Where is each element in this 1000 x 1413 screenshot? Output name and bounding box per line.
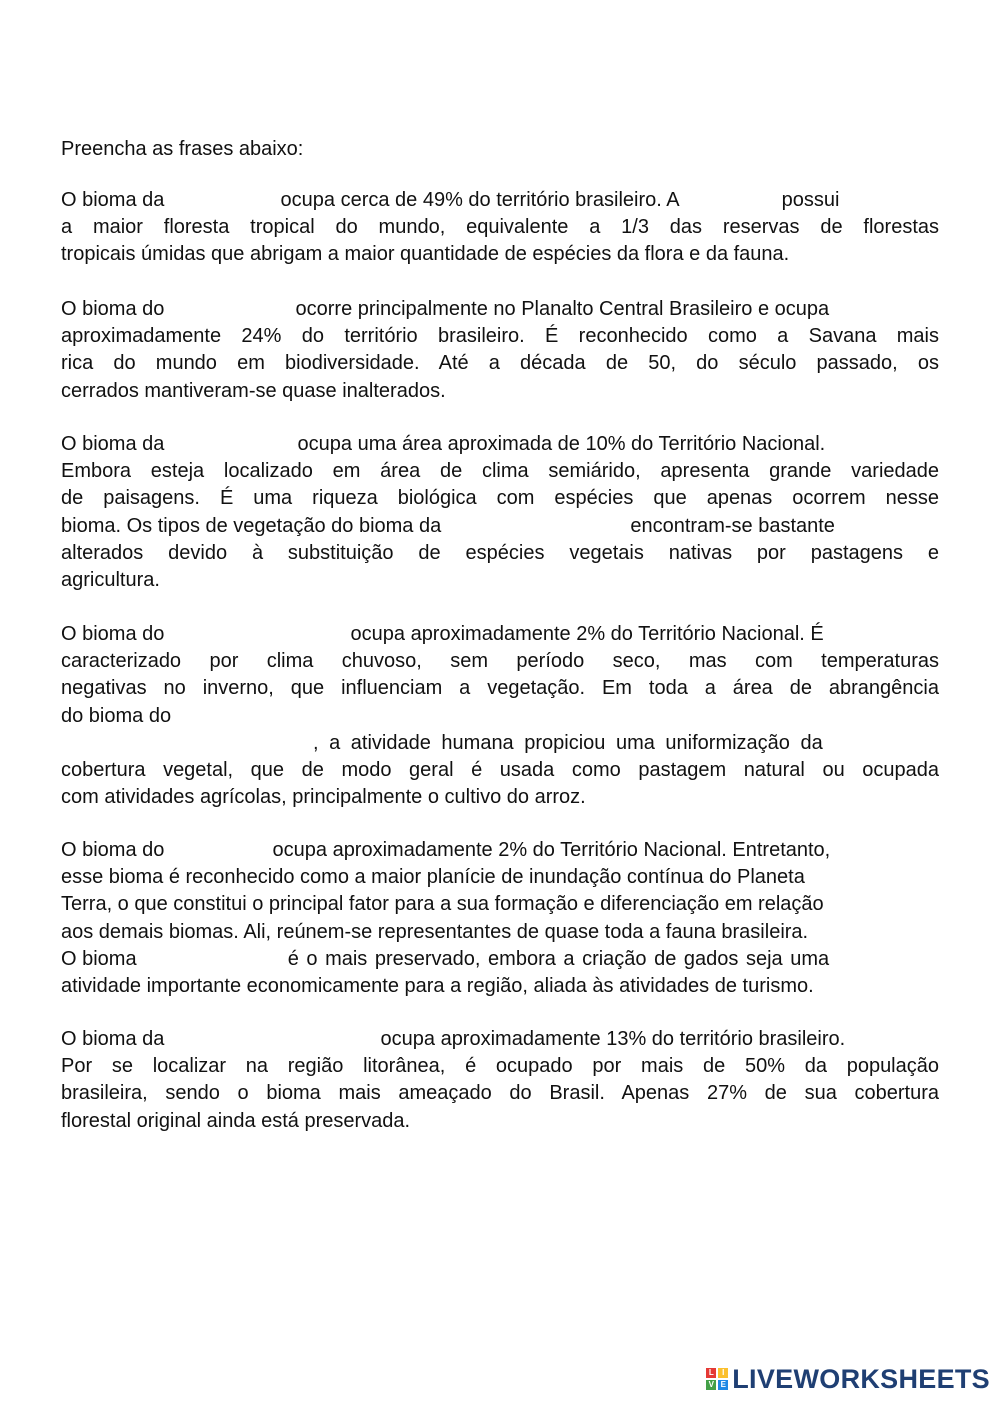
text-segment: encontram-se bastante (630, 514, 835, 537)
text-segment: O bioma do (61, 839, 165, 861)
logo-mark-icon (706, 1368, 728, 1390)
text-segment: ocupa cerca de 49% do território brasileiro. A (280, 189, 679, 211)
text-segment: ocorre principalmente no Planalto Central Brasileiro e ocupa (295, 298, 830, 320)
text-segment: ocupa aproximadamente 2% do Território Nacional. É (350, 623, 824, 645)
text-segment: O bioma do (61, 623, 165, 645)
text-segment: possui (781, 189, 840, 211)
logo-mark-letter: V (706, 1380, 716, 1390)
paragraph-line: florestal original ainda está preservada. (61, 1109, 411, 1132)
paragraph-line (61, 187, 939, 214)
blank-pampa-1[interactable] (170, 627, 345, 651)
paragraph-pantanal (61, 837, 939, 1000)
paragraph-line (61, 1026, 939, 1053)
paragraph-line: a maior floresta tropical do mundo, equivalente a 1/3 das reservas de florestas (61, 216, 939, 239)
paragraph-line (61, 513, 939, 540)
logo-mark-letter: I (718, 1368, 728, 1378)
paragraph-line: Por se localizar na região litorânea, é ocupado por mais de 50% da população (61, 1055, 939, 1078)
blank-amazonia-2[interactable] (684, 193, 776, 217)
paragraph-line: negativas no inverno, que influenciam a vegetação. Em toda a área de abrangência (61, 677, 939, 700)
paragraph-mata-atlantica (61, 1026, 939, 1135)
text-segment: O bioma da (61, 433, 165, 455)
paragraph-line (61, 730, 939, 757)
blank-caatinga-2[interactable] (447, 518, 625, 542)
paragraph-line: esse bioma é reconhecido como a maior planície de inundação contínua do Planeta (61, 866, 805, 889)
blank-caatinga-1[interactable] (170, 437, 292, 461)
paragraph-line: aproximadamente 24% do território brasileiro. É reconhecido como a Savana mais (61, 325, 939, 348)
blank-pampa-2[interactable] (61, 735, 313, 759)
paragraph-line (61, 621, 939, 648)
paragraph-line: Embora esteja localizado em área de clima semiárido, apresenta grande variedade (61, 460, 939, 483)
paragraph-line: do bioma do (61, 704, 172, 727)
text-segment: ocupa aproximadamente 2% do Território Nacional. Entretanto, (272, 839, 831, 861)
paragraph-line: agricultura. (61, 568, 160, 591)
blank-pantanal-2[interactable] (142, 951, 282, 975)
blank-amazonia-1[interactable] (170, 193, 275, 217)
text-segment: bioma. Os tipos de vegetação do bioma da (61, 514, 442, 537)
logo-text: LIVEWORKSHEETS (732, 1363, 990, 1394)
paragraph-line (61, 431, 939, 458)
paragraph-line: com atividades agrícolas, principalmente o cultivo do arroz. (61, 786, 586, 809)
instruction-text: Preencha as frases abaixo: (61, 138, 304, 160)
paragraph-line: aos demais biomas. Ali, reúnem-se representantes de quase toda a fauna brasileira. (61, 920, 809, 943)
text-segment: ocupa aproximadamente 13% do território brasileiro. (380, 1028, 846, 1050)
logo-mark-letter: L (706, 1368, 716, 1378)
text-segment: , a atividade humana propiciou uma uniformização da (313, 731, 823, 754)
text-segment: O bioma (61, 947, 137, 970)
liveworksheets-logo (706, 1365, 990, 1393)
blank-pantanal-1[interactable] (170, 843, 267, 867)
paragraph-line: Terra, o que constitui o principal fator para a sua formação e diferenciação em relação (61, 893, 824, 916)
paragraph-line: cerrados mantiveram-se quase inalterados. (61, 379, 446, 402)
paragraph-line (61, 946, 939, 973)
paragraph-line: cobertura vegetal, que de modo geral é usada como pastagem natural ou ocupada (61, 758, 939, 781)
paragraph-cerrado (61, 296, 939, 405)
logo-mark-letter: E (718, 1380, 728, 1390)
paragraph-line: alterados devido à substituição de espécies vegetais nativas por pastagens e (61, 541, 939, 564)
blank-mata-atlantica-1[interactable] (170, 1032, 375, 1056)
paragraph-line: tropicais úmidas que abrigam a maior quantidade de espécies da flora e da fauna. (61, 243, 790, 266)
paragraph-caatinga (61, 431, 939, 594)
text-segment: O bioma do (61, 298, 165, 320)
paragraph-line: rica do mundo em biodiversidade. Até a década de 50, do século passado, os (61, 352, 939, 375)
paragraph-line: brasileira, sendo o bioma mais ameaçado do Brasil. Apenas 27% de sua cobertura (61, 1082, 939, 1105)
text-segment: é o mais preservado, embora a criação de gados seja uma (287, 947, 830, 970)
text-segment: ocupa uma área aproximada de 10% do Território Nacional. (297, 433, 826, 455)
paragraph-line (61, 837, 939, 864)
paragraph-line (61, 296, 939, 323)
paragraph-pampa (61, 621, 939, 811)
text-segment: O bioma da (61, 189, 165, 211)
paragraph-amazonia (61, 187, 939, 269)
text-segment: O bioma da (61, 1028, 165, 1050)
paragraph-line: de paisagens. É uma riqueza biológica com espécies que apenas ocorrem nesse (61, 487, 939, 510)
paragraph-line: atividade importante economicamente para a região, aliada às atividades de turismo. (61, 974, 814, 997)
paragraph-line: caracterizado por clima chuvoso, sem período seco, mas com temperaturas (61, 650, 939, 673)
blank-cerrado-1[interactable] (170, 302, 290, 326)
